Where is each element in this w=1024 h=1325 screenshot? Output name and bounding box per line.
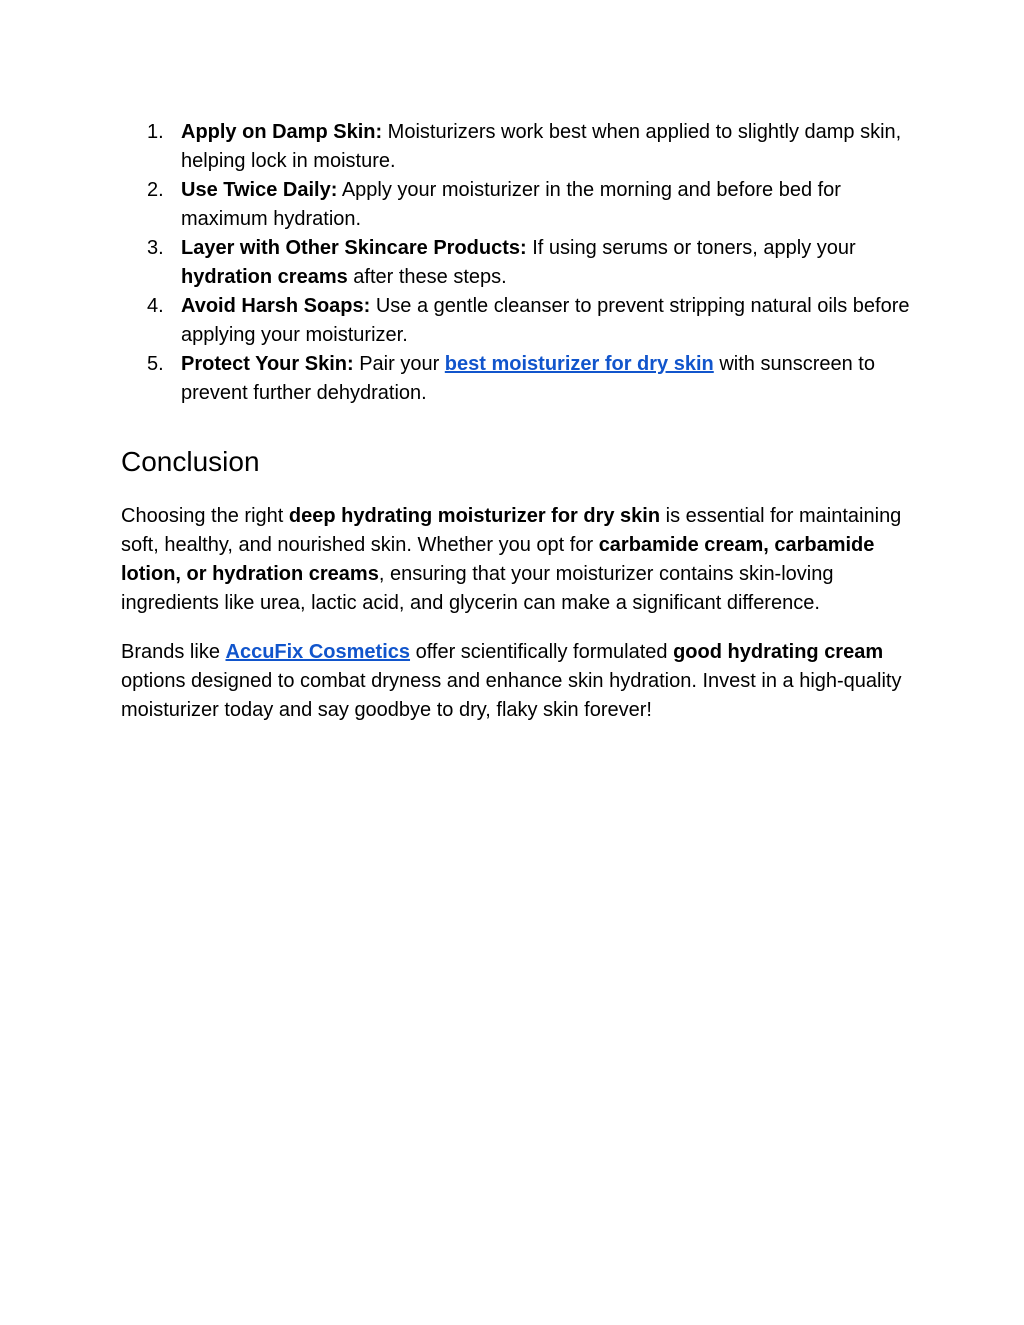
list-item xyxy=(121,292,912,350)
list-number: 2. xyxy=(147,179,164,201)
list-number: 1. xyxy=(147,121,164,143)
tip-title: Avoid Harsh Soaps: xyxy=(181,295,371,317)
conclusion-paragraph-1 xyxy=(121,502,912,618)
tip-text: Use a gentle cleanser to prevent stripping natural oils before applying your moisturizer. xyxy=(181,295,910,346)
tip-text: Apply your moisturizer in the morning and before bed for maximum hydration. xyxy=(181,179,841,230)
tip-text: Pair your xyxy=(353,353,445,375)
tip-text: after these steps. xyxy=(347,266,507,288)
conclusion-paragraph-2 xyxy=(121,638,912,725)
tips-list xyxy=(121,118,912,408)
paragraph-text: , ensuring that your moisturizer contains skin-loving ingredients like urea, lactic acid, and glycerin can make a significant difference. xyxy=(121,563,834,614)
list-item xyxy=(121,350,912,408)
tip-bold-term: hydration creams xyxy=(181,266,348,288)
tip-title: Apply on Damp Skin: xyxy=(181,121,383,143)
tip-text: If using serums or toners, apply your xyxy=(526,237,856,259)
tip-title: Layer with Other Skincare Products: xyxy=(181,237,527,259)
accufix-cosmetics-link[interactable]: AccuFix Cosmetics xyxy=(225,641,411,663)
bold-term: carbamide cream, carbamide lotion, or hydration creams xyxy=(121,534,875,585)
bold-term: good hydrating cream xyxy=(673,641,884,663)
list-number: 5. xyxy=(147,353,164,375)
paragraph-text: Choosing the right xyxy=(121,505,289,527)
tip-text: Moisturizers work best when applied to slightly damp skin, helping lock in moisture. xyxy=(181,121,902,172)
tip-title: Protect Your Skin: xyxy=(181,353,354,375)
tip-text: with sunscreen to prevent further dehydration. xyxy=(181,353,875,404)
list-item xyxy=(121,118,912,176)
best-moisturizer-link[interactable]: best moisturizer for dry skin xyxy=(444,353,714,375)
paragraph-text: is essential for maintaining soft, healthy, and nourished skin. Whether you opt for xyxy=(121,505,902,556)
tip-title: Use Twice Daily: xyxy=(181,179,338,201)
bold-term: deep hydrating moisturizer for dry skin xyxy=(288,505,661,527)
list-number: 4. xyxy=(147,295,164,317)
paragraph-text: options designed to combat dryness and enhance skin hydration. Invest in a high-quality moisturizer today and say goodbye to dry, flaky skin forever! xyxy=(121,670,902,721)
list-number: 3. xyxy=(147,237,164,259)
paragraph-text: Brands like xyxy=(121,641,226,663)
conclusion-heading: Conclusion xyxy=(121,446,260,477)
list-item xyxy=(121,234,912,292)
list-item xyxy=(121,176,912,234)
paragraph-text: offer scientifically formulated xyxy=(410,641,674,663)
